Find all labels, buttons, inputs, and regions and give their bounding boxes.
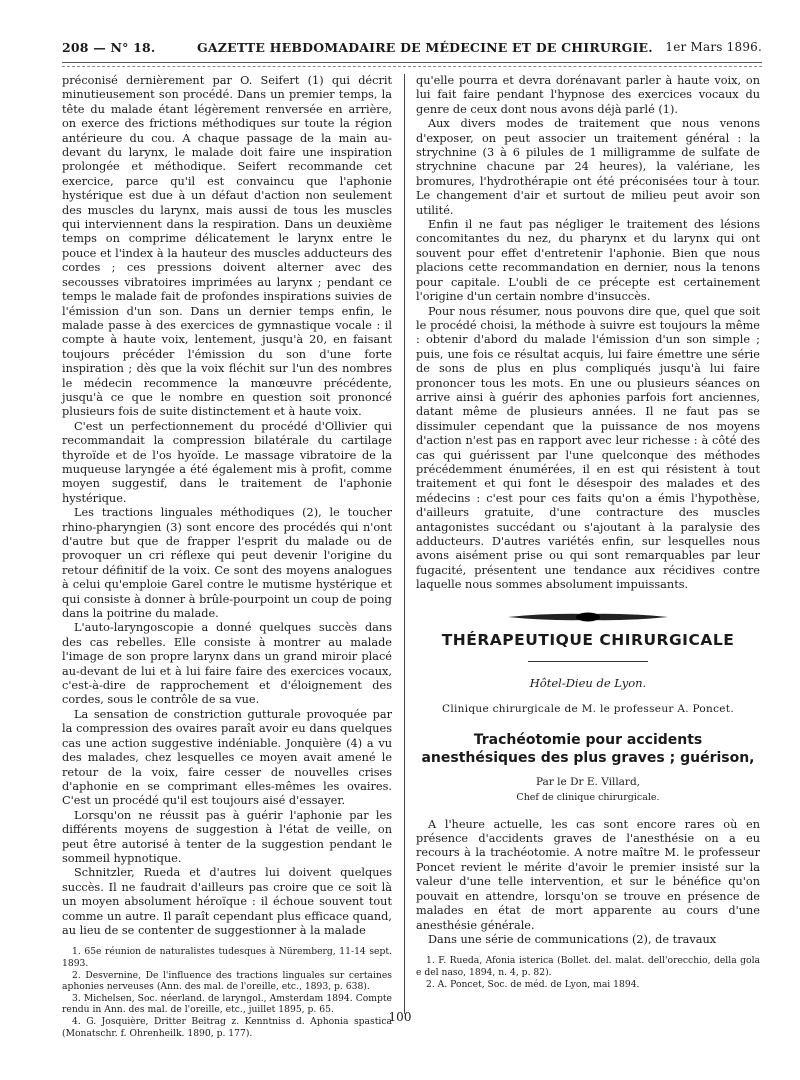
footnote: 2. A. Poncet, Soc. de méd. de Lyon, mai 1894.: [426, 978, 640, 990]
right-column: [416, 74, 760, 990]
hospital-name: Hôtel-Dieu de Lyon.: [529, 676, 647, 691]
page-issue-number: 208 — N° 18.: [62, 40, 156, 55]
body-paragraph: C'est un perfectionnement du procédé d'Ollivier qui recommandait la compression bilatérale du cartilage thyroïde et de l'os hyoïde. Le massage vibratoire de la muqueuse laryngée a été également mis à profit, comme moyen suggestif, dans le traitement de l'aphonie hystérique.: [62, 419, 392, 505]
body-paragraph: qu'elle pourra et devra dorénavant parler à haute voix, on lui fait faire pendant l'hypnose des exercices vocaux du genre de ceux dont nous avons déjà parlé (1).: [416, 74, 760, 116]
header-rule: [62, 62, 762, 63]
body-paragraph: Schnitzler, Rueda et d'autres lui doivent quelques succès. Il ne faudrait d'ailleurs pas croire que ce soit là un moyen absolument héroïque : il échoue souvent tout comme un autre. Il paraît cependant plus efficace quand, au lieu de se contenter de suggestionner à la malade: [62, 866, 392, 937]
article-paragraph: A l'heure actuelle, les cas sont encore rares où en présence d'accidents graves de l'anesthésie on a eu recours à la trachéotomie. A notre maître M. le professeur Poncet revient le mérite d'avoir le premier insisté sur la valeur d'une telle intervention, et sur le bénéfice qu'on pouvait en attendre, lorsqu'on se trouve en présence de malades en état de mort apparente au cours d'une anesthésie générale.: [416, 817, 760, 932]
header-rule-dashed: [62, 66, 762, 67]
article-paragraph: Dans une série de communications (2), de travaux: [428, 932, 717, 946]
issue-date: 1er Mars 1896.: [665, 40, 762, 54]
body-paragraph: Pour nous résumer, nous pouvons dire que, quel que soit le procédé choisi, la méthode à suivre est toujours la même : obtenir d'abord du malade l'émission d'un son simple ; puis, une fois ce résultat acquis, lui faire émettre une série de sons de plus en plus compliqués jusqu'à lui faire prononcer tous les mots. En une ou plusieurs séances on arrive ainsi à guérir des aphonies parfois fort anciennes, datant même de plusieurs années. Il ne faut pas se dissimuler cependant que la puissance de nos moyens d'action n'est pas en rapport avec leur richesse : à côté des cas qui guérissent par l'une quelconque des méthodes précédemment énumérées, il en est qui résistent à tout traitement et qui font le désespoir des malades et des médecins : c'est pour ces faits qu'on a émis l'hypothèse, d'ailleurs gratuite, d'une contracture des muscles antagonistes succédant ou s'ajoutant à la paralysie des adducteurs. D'autres variétés enfin, sur lesquelles nous avons aisément prise ou qui sont remarquables par leur fugacité, présentent une tendance aux récidives contre laquelle nous sommes absolument impuissants.: [416, 304, 760, 592]
author-role: Chef de clinique chirurgicale.: [516, 792, 660, 804]
body-paragraph: préconisé dernièrement par O. Seifert (1) qui décrit minutieusement son procédé. Dans un premier temps, la tête du malade étant légèrement renversée en arrière, on exerce des frictions méthodiques sur toute la région antérieure du cou. A chaque passage de la main au-devant du larynx, le malade doit faire une inspiration prolongée et méthodique. Seifert recommande cet exercice, parce qu'il est convaincu que l'aphonie hystérique est due à un défaut d'action non seulement des muscles du larynx, mais aussi de tous les muscles qui interviennent dans la respiration. Dans un deuxième temps on comprime délicatement le larynx entre le pouce et l'index à la hauteur des muscles adducteurs des cordes ; ces pressions doivent alterner avec des secousses vibratoires imprimées au larynx ; pendant ce temps le malade fait de profondes inspirations suivies de l'émission d'un son. Dans un dernier temps enfin, le malade passe à des exercices de gymnastique vocale : il compte à haute voix, lentement, jusqu'à 20, en faisant toujours précéder l'émission du son d'une forte inspiration ; dès que la voix fléchit sur l'un des nombres le médecin recommence la manœuvre précédente, jusqu'à ce que le nombre en question soit prononcé plusieurs fois de suite distinctement et à haute voix.: [62, 74, 392, 419]
footnote: 4. G. Josquière, Dritter Beitrag z. Kenntniss d. Aphonia spastica (Monatschr. f. Ohrenheilk. 1890, p. 177).: [62, 1015, 392, 1039]
section-ornament: [508, 611, 668, 623]
body-paragraph: Les tractions linguales méthodiques (2), le toucher rhino-pharyngien (3) sont encore des procédés qui n'ont d'autre but que de frapper l'esprit du malade ou de provoquer un cri réflexe qui peut devenir l'origine du retour définitif de la voix. Ce sont des moyens analogues à celui qu'emploie Garel contre le mutisme hystérique et qui consiste à donner à brûle-pourpoint un coup de poing dans la poitrine du malade.: [62, 506, 392, 621]
article-byline: Par le Dr E. Villard,: [535, 775, 641, 788]
left-column: [62, 74, 392, 1039]
footnote: 3. Michelsen, Soc. néerland. de laryngol., Amsterdam 1894. Compte rendu in Ann. des mal. de l'oreille, etc., juillet 1895, p. 65.: [62, 992, 392, 1016]
journal-title: GAZETTE HEBDOMADAIRE DE MÉDECINE ET DE CHIRURGIE.: [197, 40, 653, 55]
body-paragraph: Aux divers modes de traitement que nous venons d'exposer, on peut associer un traitement général : la strychnine (3 à 6 pilules de 1 milligramme de sulfate de strychnine chacune par 24 heures), la valériane, les bromures, l'hydrothérapie ont été préconisées tour à tour. Le changement d'air et surtout de milieu peut avoir son utilité.: [416, 117, 760, 217]
section-title: THÉRAPEUTIQUE CHIRURGICALE: [441, 630, 735, 649]
body-paragraph: Lorsqu'on ne réussit pas à guérir l'aphonie par les différents moyens de suggestion à l'état de veille, on peut être autorisé à tenter de la suggestion pendant le sommeil hypnotique.: [62, 808, 392, 865]
page-number: 100: [388, 1010, 412, 1024]
running-header: [62, 40, 762, 60]
footnote: 1. F. Rueda, Afonia isterica (Bollet. del. malat. dell'orecchio, della gola e del naso, 1894, n. 4, p. 82).: [416, 955, 760, 978]
body-paragraph: Enfin il ne faut pas négliger le traitement des lésions concomitantes du nez, du pharynx et du larynx qui ont souvent pour effet d'entretenir l'aphonie. Bien que nous placions cette recommandation en dernier, nous la tenons pour capitale. L'oubli de ce précepte est certainement l'origine d'un certain nombre d'insuccès.: [416, 218, 760, 304]
footnote: 1. 65e réunion de naturalistes tudesques à Nüremberg, 11-14 sept. 1893.: [62, 946, 392, 969]
right-footnotes: [416, 955, 760, 990]
body-paragraph: La sensation de constriction gutturale provoquée par la compression des ovaires paraît avoir eu dans quelques cas une action suggestive indéniable. Jonquière (4) a vu des malades, chez lesquelles ce moyen avait amené le retour de la voix, faire cesser de nouvelles crises d'aphonie en se comprimant elles-mêmes les ovaires. C'est un procédé qu'il est toujours aisé d'essayer.: [62, 707, 392, 808]
column-divider: [404, 74, 405, 1014]
body-paragraph: L'auto-laryngoscopie a donné quelques succès dans des cas rebelles. Elle consiste à montrer au malade l'image de son propre larynx dans un grand miroir placé au-devant de lui et à lui faire faire des exercices vocaux, c'est-à-dire de rapprochement et d'éloignement des cordes, sous le contrôle de sa vue.: [62, 621, 392, 707]
article-title: Trachéotomie pour accidents anesthésiques des plus graves ; guérison,: [421, 731, 755, 766]
title-rule: [528, 661, 648, 662]
footnote: 2. Desvernine, De l'influence des tractions linguales sur certaines aphonies nerveuses (Ann. des mal. de l'oreille, etc., 1893, p. 638).: [62, 969, 392, 993]
left-footnotes: [62, 946, 392, 1039]
clinic-name: Clinique chirurgicale de M. le professeur A. Poncet.: [442, 703, 734, 716]
